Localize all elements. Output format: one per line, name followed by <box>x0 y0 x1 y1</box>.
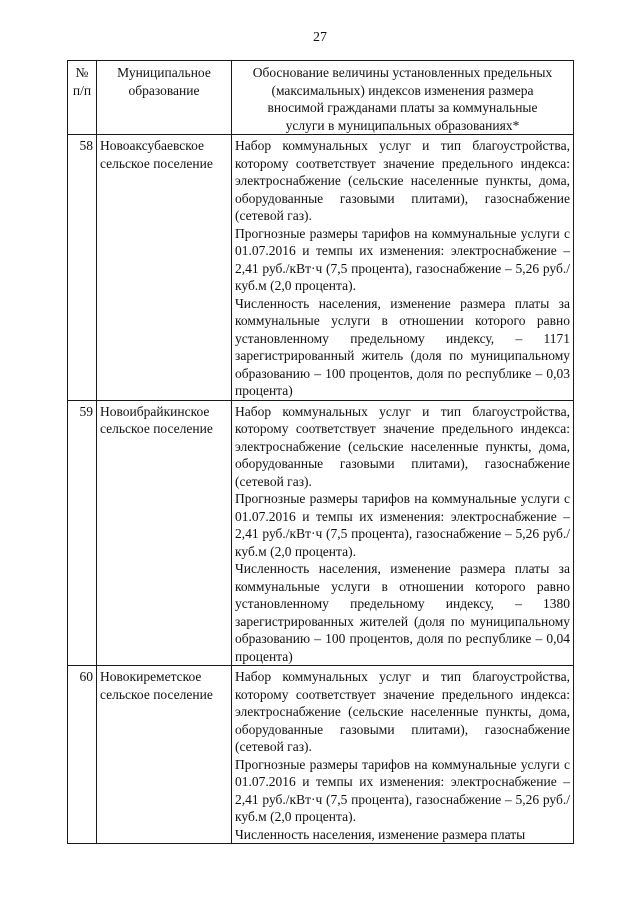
services-paragraph: Набор коммунальных услуг и тип благоустройства, которому соответствует значение предельного индекса: электроснабжение (сельские населенные пункты, дома, оборудованные газовыми плитами), газоснабжение (сетевой газ). <box>235 138 570 223</box>
table-row <box>68 666 574 844</box>
table-header-row <box>68 61 574 135</box>
services-paragraph: Набор коммунальных услуг и тип благоустройства, которому соответствует значение предельного индекса: электроснабжение (сельские населенные пункты, дома, оборудованные газовыми плитами), газоснабжение (сетевой газ). <box>235 403 570 489</box>
row-number: 60 <box>68 666 97 844</box>
municipality-name: Новокиреметское сельское поселение <box>97 666 232 844</box>
header-description-line: Обоснование величины установленных предельных <box>252 65 553 80</box>
header-num-line: № <box>75 65 89 80</box>
header-municipality-line: образование <box>128 82 200 98</box>
header-num-line: п/п <box>72 82 92 98</box>
description-cell <box>232 400 574 666</box>
tariffs-paragraph: Прогнозные размеры тарифов на коммунальные услуги с 01.07.2016 и темпы их изменения: электроснабжение – 2,41 руб./кВт·ч (7,5 процента), газоснабжение – 5,26 руб./куб.м (2,0 процента). <box>235 756 570 824</box>
header-num <box>68 61 97 135</box>
header-description-line: услуги в муниципальных образованиях* <box>285 117 520 133</box>
tariffs-paragraph: Прогнозные размеры тарифов на коммунальные услуги с 01.07.2016 и темпы их изменения: электроснабжение – 2,41 руб./кВт·ч (7,5 процента), газоснабжение – 5,26 руб./куб.м (2,0 процента). <box>235 491 570 559</box>
description-cell <box>232 666 574 844</box>
header-municipality-line: Муниципальное <box>117 65 211 80</box>
header-description-line: вносимой гражданами платы за коммунальные <box>267 100 538 115</box>
header-municipality <box>97 61 232 135</box>
population-paragraph: Численность населения, изменение размера платы за коммунальные услуги в отношении которого равно установленному предельному индексу, – 1171 зарегистрированный житель (доля по муниципальному образованию – 100 процентов, доля по республике – 0,03 процента) <box>235 295 570 398</box>
municipality-name: Новоибрайкинское сельское поселение <box>97 400 232 666</box>
row-number: 59 <box>68 400 97 666</box>
header-description <box>232 61 574 135</box>
services-paragraph: Набор коммунальных услуг и тип благоустройства, которому соответствует значение предельного индекса: электроснабжение (сельские населенные пункты, дома, оборудованные газовыми плитами), газоснабжение (сетевой газ). <box>235 669 570 754</box>
row-number: 58 <box>68 135 97 401</box>
tariffs-paragraph: Прогнозные размеры тарифов на коммунальные услуги с 01.07.2016 и темпы их изменения: электроснабжение – 2,41 руб./кВт·ч (7,5 процента), газоснабжение – 5,26 руб./куб.м (2,0 процента). <box>235 225 570 293</box>
population-paragraph: Численность населения, изменение размера платы <box>235 826 526 842</box>
municipality-name: Новоаксубаевское сельское поселение <box>97 135 232 401</box>
table-row <box>68 400 574 666</box>
tariff-table <box>67 60 574 844</box>
page-number: 27 <box>313 30 327 45</box>
header-description-line: (максимальных) индексов изменения размера <box>271 82 534 98</box>
table-row <box>68 135 574 401</box>
population-paragraph: Численность населения, изменение размера платы за коммунальные услуги в отношении которого равно установленному предельному индексу, – 1380 зарегистрированных жителей (доля по муниципальному образованию – 100 процентов, доля по республике – 0,04 процента) <box>235 561 570 664</box>
description-cell <box>232 135 574 401</box>
